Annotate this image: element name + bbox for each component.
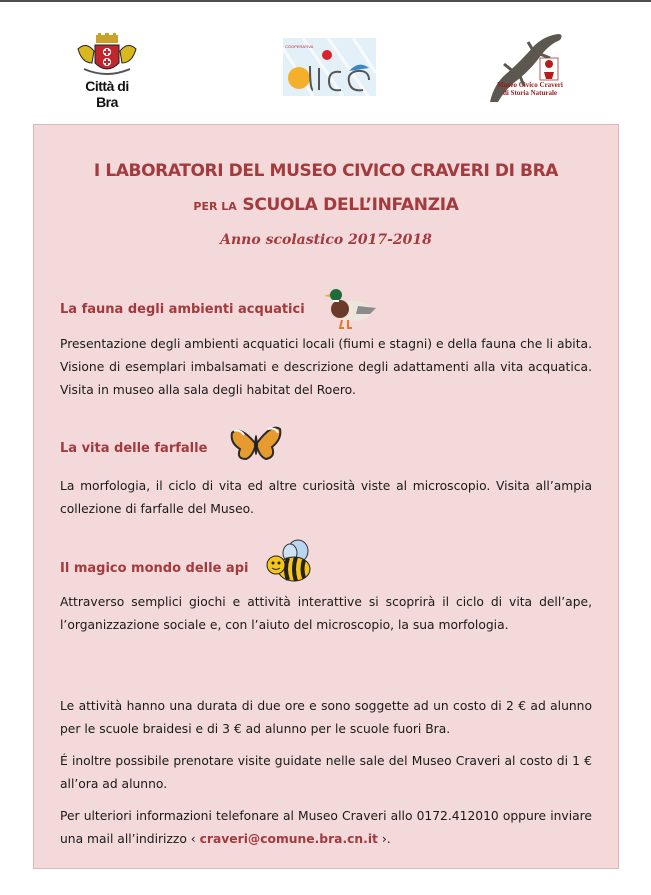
content-panel [33, 124, 619, 869]
butterfly-icon [230, 423, 282, 463]
section-text-fauna: Presentazione degli ambienti acquatici locali (fiumi e stagni) e della fauna che li abita. Visione di esemplari imbalsamati e descrizione degli adattamenti alla vita acquatica. Visita in museo alla sala degli habitat del Roero. [60, 337, 592, 397]
duck-icon [322, 286, 378, 330]
top-border [0, 0, 651, 2]
costs-text: Le attività hanno una durata di due ore e sono soggette ad un costo di 2 € ad alunno per le scuole braidesi e di 3 € ad alunno per le scuole fuori Bra. [60, 699, 592, 736]
contact-text [60, 805, 592, 851]
contact-suffix: ›. [377, 832, 391, 846]
document-subtitle [34, 195, 618, 215]
museum-logo-text [490, 81, 570, 97]
email-link[interactable]: craveri@comune.bra.cn.it [199, 832, 378, 846]
subtitle-prefix: PER LA [193, 200, 237, 213]
museo-craveri-logo [484, 24, 572, 104]
bee-icon [264, 539, 314, 583]
guided-visits-text: É inoltre possibile prenotare visite guidate nelle sale del Museo Craveri al costo di 1 € all’ora ad alunno. [60, 754, 592, 791]
museum-logo-line2: di Storia Naturale [502, 89, 558, 97]
city-logo-text: Città di Bra [85, 78, 129, 110]
section-title-fauna: La fauna degli ambienti acquatici [60, 302, 305, 317]
contact-prefix: Per ulteriori informazioni telefonare al Museo Craveri allo 0172.412010 oppure inviare una mail all’indirizzo ‹ [60, 809, 592, 846]
section-text-farfalle: La morfologia, il ciclo di vita ed altre curiosità viste al microscopio. Visita all’ampia collezione di farfalle del Museo. [60, 479, 592, 516]
cooperativa-alice-logo [283, 38, 376, 96]
section-title-farfalle: La vita delle farfalle [60, 441, 208, 456]
school-year: Anno scolastico 2017-2018 [220, 232, 432, 248]
coat-of-arms-icon [74, 33, 140, 79]
alice-logo-small-text: COOPERATIVA [285, 44, 314, 49]
citta-di-bra-logo [74, 33, 140, 110]
document-title: I LABORATORI DEL MUSEO CIVICO CRAVERI DI BRA [93, 161, 559, 181]
section-title-api: Il magico mondo delle api [60, 561, 249, 576]
museum-logo-line1: Museo Civico Craveri [497, 81, 563, 89]
subtitle-main: SCUOLA DELL’INFANZIA [242, 195, 459, 215]
section-text-api: Attraverso semplici giochi e attività interattive si scoprirà il ciclo di vita dell’ape, l’organizzazione sociale e, con l’aiuto del microscopio, la sua morfologia. [60, 595, 592, 632]
